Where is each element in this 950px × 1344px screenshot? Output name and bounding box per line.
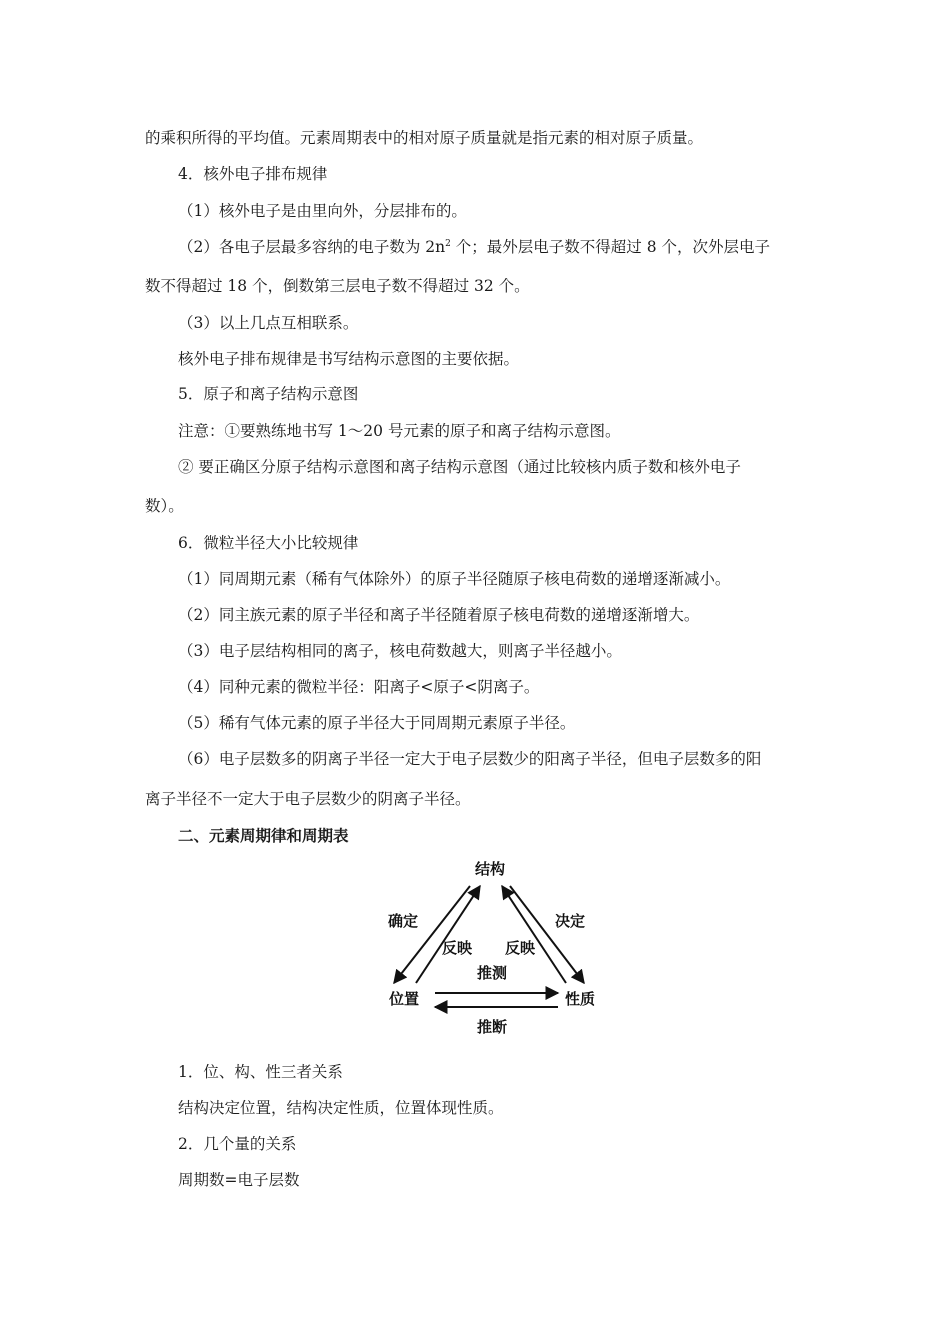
node-structure: 结构 bbox=[474, 860, 506, 878]
paragraph-line: （4）同种元素的微粒半径：阳离子<原子<阴离子。 bbox=[178, 678, 540, 696]
label-deduce: 推断 bbox=[476, 1018, 508, 1036]
paragraph-line: 的乘积所得的平均值。元素周期表中的相对原子质量就是指元素的相对原子质量。 bbox=[145, 129, 704, 147]
paragraph-line: 离子半径不一定大于电子层数少的阴离子半径。 bbox=[145, 790, 471, 808]
paragraph-line: 数不得超过 18 个，倒数第三层电子数不得超过 32 个。 bbox=[145, 277, 530, 295]
paragraph-line bbox=[178, 237, 770, 257]
heading-structure-diagrams: 5．原子和离子结构示意图 bbox=[178, 385, 359, 403]
paragraph-line: 核外电子排布规律是书写结构示意图的主要依据。 bbox=[178, 350, 520, 368]
label-decide: 决定 bbox=[554, 912, 586, 930]
paragraph-line: （6）电子层数多的阴离子半径一定大于电子层数少的阳离子半径，但电子层数多的阳 bbox=[178, 750, 762, 768]
node-property: 性质 bbox=[564, 990, 596, 1008]
label-reflect-left: 反映 bbox=[441, 939, 473, 957]
heading-quantities: 2．几个量的关系 bbox=[178, 1135, 297, 1153]
heading-three-relations: 1．位、构、性三者关系 bbox=[178, 1063, 343, 1081]
paragraph-line: （3）电子层结构相同的离子，核电荷数越大，则离子半径越小。 bbox=[178, 642, 622, 660]
text-fragment: 个；最外层电子数不得超过 8 个，次外层电子 bbox=[450, 238, 771, 256]
paragraph-line: 周期数=电子层数 bbox=[178, 1171, 300, 1189]
paragraph-line: 结构决定位置，结构决定性质，位置体现性质。 bbox=[178, 1099, 504, 1117]
paragraph-line: （1）同周期元素（稀有气体除外）的原子半径随原子核电荷数的递增逐渐减小。 bbox=[178, 570, 731, 588]
relationship-diagram bbox=[370, 850, 610, 1040]
section-heading: 二、元素周期律和周期表 bbox=[178, 827, 349, 845]
paragraph-line: （5）稀有气体元素的原子半径大于同周期元素原子半径。 bbox=[178, 714, 576, 732]
heading-electron-rules: 4．核外电子排布规律 bbox=[178, 165, 328, 183]
arrow-determine bbox=[394, 886, 470, 983]
paragraph-line: （1）核外电子是由里向外，分层排布的。 bbox=[178, 202, 467, 220]
paragraph-line: ② 要正确区分原子结构示意图和离子结构示意图（通过比较核内质子数和核外电子 bbox=[178, 458, 741, 476]
paragraph-line: 注意：①要熟练地书写 1～20 号元素的原子和离子结构示意图。 bbox=[178, 422, 621, 440]
paragraph-line: 数）。 bbox=[145, 497, 184, 515]
paragraph-line: （3）以上几点互相联系。 bbox=[178, 314, 359, 332]
label-determine: 确定 bbox=[387, 912, 419, 930]
node-position: 位置 bbox=[388, 990, 420, 1008]
paragraph-line: （2）同主族元素的原子半径和离子半径随着原子核电荷数的递增逐渐增大。 bbox=[178, 606, 700, 624]
superscript: 2 bbox=[445, 239, 451, 249]
arrow-reflect-left bbox=[416, 886, 480, 983]
arrow-reflect-right bbox=[502, 886, 566, 983]
label-infer: 推测 bbox=[476, 964, 508, 982]
text-fragment: （2）各电子层最多容纳的电子数为 2n bbox=[178, 238, 446, 256]
arrow-decide bbox=[510, 886, 584, 983]
label-reflect-right: 反映 bbox=[504, 939, 536, 957]
heading-radius-rules: 6．微粒半径大小比较规律 bbox=[178, 534, 359, 552]
